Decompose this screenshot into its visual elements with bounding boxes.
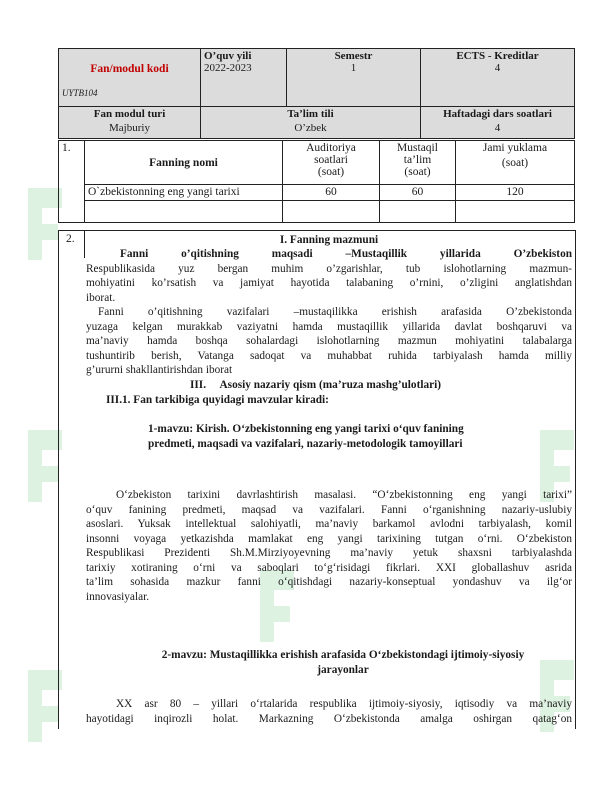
- semestr-cell: [287, 49, 421, 107]
- topic1-title: [148, 422, 548, 451]
- row-number: 1.: [59, 141, 85, 223]
- mustaqil-line: (soat): [404, 166, 431, 178]
- vazifa-line: ma’naviy hamda boshqa sohalardagi islohotlarning mazmun mohiyatini talabalarga: [86, 335, 572, 347]
- jami-value: 120: [456, 185, 575, 201]
- topic1-line: innovasiyalar.: [86, 590, 150, 603]
- haftalik-value: 4: [494, 122, 501, 134]
- talim-tili-value: O’zbek: [294, 122, 327, 134]
- mustaqil-line: Mustaqil: [397, 142, 438, 154]
- maqsad-paragraph: [86, 247, 572, 305]
- topic1-line: o‘quv fanining predmeti, maqsad va vazifalari. Fanni o‘rganishning nazariy-uslubiy: [86, 503, 572, 516]
- subject-hours-table: [58, 140, 575, 223]
- maqsad-line: mohiyatini ko’rsatish va jamiyat hayotida talabaning o’rnini, o’zligini anglatishdan: [86, 277, 572, 289]
- topic2-line: hayotidagi inqirozli holat. Markazning O‘zbekistonda amalga oshirgan qatag‘on: [86, 712, 572, 725]
- talim-tili-cell: [201, 107, 421, 139]
- content-row-number: 2.: [66, 233, 75, 245]
- auditoriya-label: [283, 141, 380, 185]
- topic1-line: asoslari. Yuksak intellektual salohiyatli, ma’naviy barkamol avlodni tarbiyalash, komil: [86, 518, 572, 530]
- topic1-line: O‘zbekiston tarixini davrlashtirish masalasi. “O‘zbekistonning eng yangi tarixi”: [116, 489, 572, 501]
- semestr-label: Semestr: [334, 50, 373, 62]
- vazifa-line: tushuntirib berish, Vatanga sadoqat va muhabbat ruhida tarbiyalash hamda milliy: [86, 349, 572, 362]
- ects-cell: [421, 49, 575, 107]
- fan-kodi-value: UYTB104: [62, 87, 98, 98]
- haftalik-label: Haftadagi dars soatlari: [443, 108, 552, 120]
- haftalik-cell: [421, 107, 575, 139]
- topic1-line: Respublikasi Prezidenti Sh.M.Mirziyoyevning ma’naviy yetuk shaxsni tarbiyalashda: [86, 547, 572, 559]
- topic1-line: ta’lim sohasida mazkur fanni o‘qitishdagi nazariy-konseptual yondashuv va ilg‘or: [86, 576, 572, 588]
- fan-turi-label: Fan modul turi: [93, 108, 166, 120]
- topic1-line: insonni voyaga yetkazishda mamlakat eng yangi tarixining tutgan o‘rni. O‘zbekiston: [86, 532, 572, 545]
- semestr-value: 1: [350, 62, 357, 74]
- section3-title: III. Asosiy nazariy qism (ma’ruza mashg’ulotlari): [190, 379, 442, 391]
- ects-value: 4: [494, 62, 501, 74]
- jami-label: [456, 141, 575, 185]
- course-info-table: [58, 48, 575, 139]
- fan-turi-value: Majburiy: [109, 122, 150, 134]
- topic1-title-line: predmeti, maqsadi va vazifalari, nazariy-metodologik tamoyillari: [148, 437, 463, 450]
- maqsad-line: Fanni o’qitishning maqsadi –Mustaqillik yillarida O’zbekiston: [120, 248, 572, 260]
- fan-kodi-label: Fan/modul kodi: [90, 62, 169, 75]
- topic1-paragraph: [86, 488, 572, 604]
- topic2-title: [118, 648, 568, 677]
- topic2-title-line: jarayonlar: [317, 663, 369, 676]
- topic2-title-line: 2-mavzu: Mustaqillikka erishish arafasida O‘zbekistondagi ijtimoiy-siyosiy: [161, 649, 525, 661]
- subject-name: O`zbekistonning eng yangi tarixi: [85, 185, 283, 201]
- oquv-yili-value: 2022-2023: [204, 62, 252, 74]
- topic1-line: tarixiy xotiraning o‘rni va saboqlari to‘g‘risidagi fikrlari. XXI globallashuv asrida: [86, 561, 572, 574]
- maqsad-line: iborat.: [86, 291, 116, 304]
- vazifa-line: g’ururni shakllantirishdan iborat: [86, 364, 233, 376]
- fan-turi-cell: [59, 107, 201, 139]
- auditoriya-line: Auditoriya: [306, 142, 356, 154]
- jami-line: (soat): [501, 157, 529, 169]
- vazifa-paragraph: [86, 305, 572, 378]
- oquv-yili-cell: [201, 49, 287, 107]
- auditoriya-line: (soat): [317, 166, 345, 178]
- maqsad-line: Respublikasida yuz bergan muhim o’zgarishlar, tub islohotlarning mazmun-: [86, 262, 572, 275]
- topic2-line: XX asr 80 – yillari o‘rtalarida respublika ijtimoiy-siyosiy, iqtisodiy va ma’naviy: [116, 698, 572, 710]
- jami-line: Jami yuklama: [482, 142, 548, 154]
- section-title: I. Fanning mazmuni: [279, 234, 379, 246]
- auditoriya-line: soatlari: [314, 154, 348, 166]
- auditoriya-value: 60: [283, 185, 380, 201]
- vazifa-line: yuzaga kelgan murakkab vaziyatni hamda mustaqillik yillarida davlat boshqaruvi va: [86, 320, 572, 333]
- vazifa-line: Fanni o’qitishning vazifalari –mustaqilikka erishish arafasida O’zbekistonda: [98, 306, 572, 318]
- talim-tili-label: Ta’lim tili: [287, 108, 334, 120]
- mustaqil-value: 60: [380, 185, 456, 201]
- mustaqil-line: ta’lim: [403, 154, 432, 166]
- fan-nomi-label: Fanning nomi: [85, 141, 283, 185]
- topic1-title-line: 1-mavzu: Kirish. O‘zbekistonning eng yangi tarixi o‘quv fanining: [148, 423, 464, 435]
- section31-title: III.1. Fan tarkibiga quyidagi mavzular kiradi:: [106, 394, 329, 406]
- ects-label: ECTS - Kreditlar: [456, 50, 539, 62]
- topic2-paragraph: [86, 697, 572, 726]
- mustaqil-label: [380, 141, 456, 185]
- fan-kodi-cell: [59, 49, 201, 107]
- oquv-yili-label: O’quv yili: [204, 50, 252, 62]
